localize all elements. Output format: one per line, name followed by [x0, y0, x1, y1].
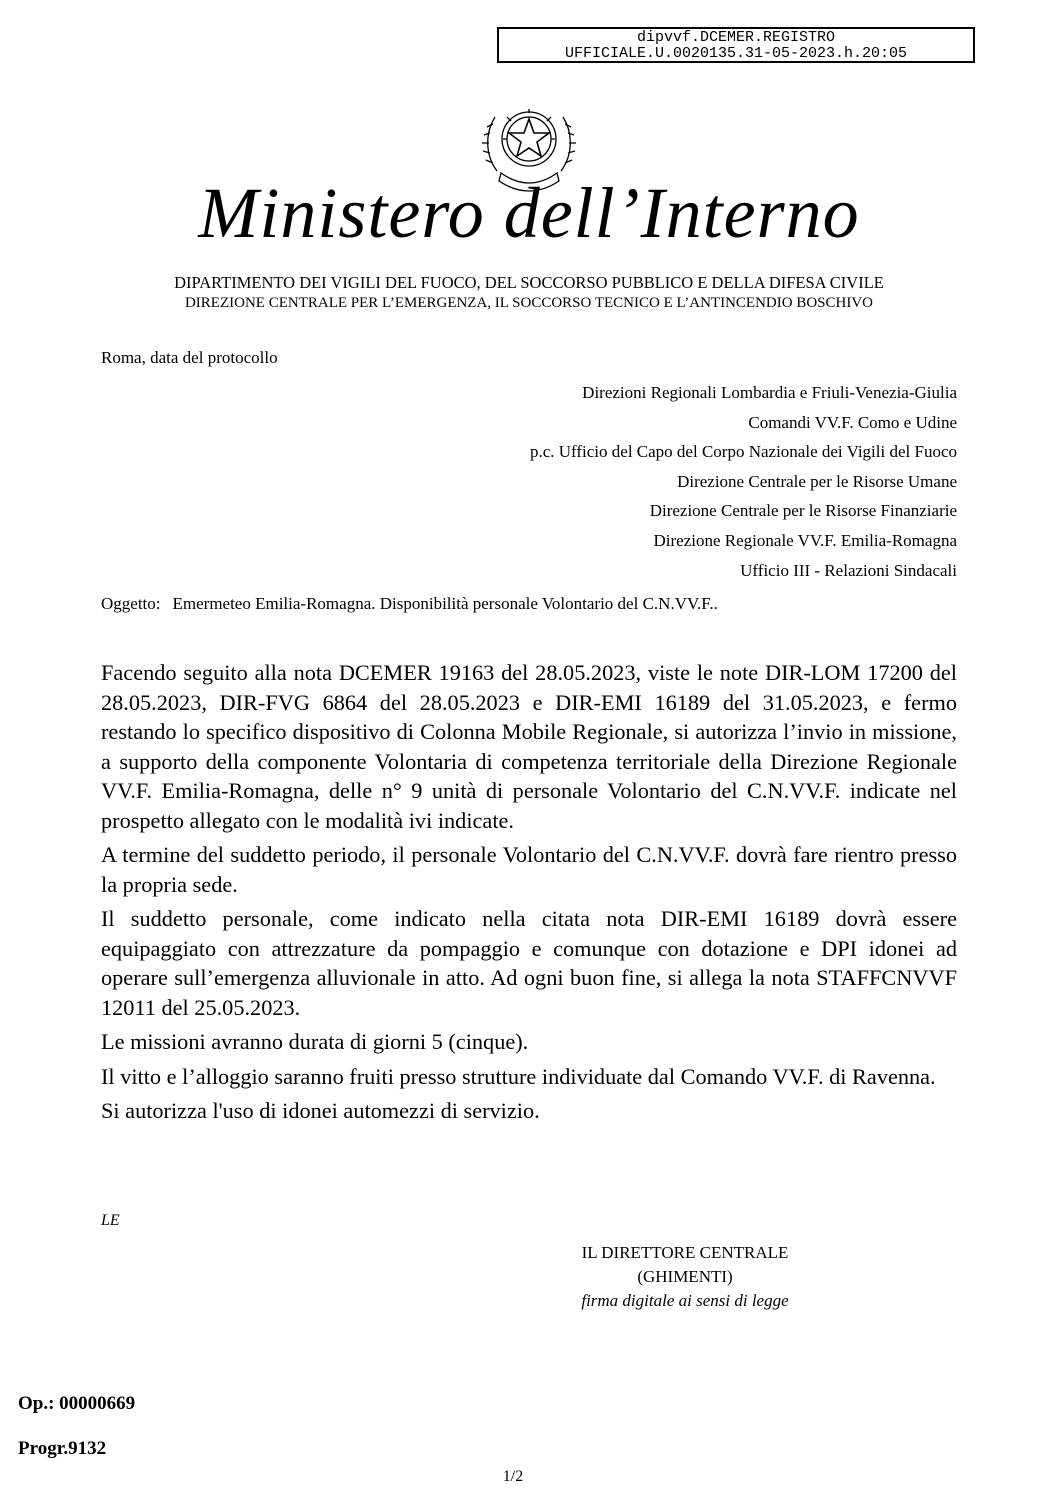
body-paragraph: A termine del suddetto periodo, il personale Volontario del C.N.VV.F. dovrà fare rientro presso la propria sede. [101, 842, 957, 897]
signature-note: firma digitale ai sensi di legge [581, 1291, 789, 1310]
protocol-stamp-line-1: dipvvf.DCEMER.REGISTRO [636, 29, 836, 46]
ministry-title: Ministero dell’Interno [198, 173, 860, 253]
letter-body [101, 658, 957, 1131]
protocol-stamp-line-2: UFFICIALE.U.0020135.31-05-2023.h.20:05 [564, 45, 908, 62]
subject-line [101, 594, 718, 614]
recipient-line: Direzioni Regionali Lombardia e Friuli-Venezia-Giulia [582, 383, 957, 402]
progressive-number: Progr.9132 [18, 1438, 107, 1459]
recipient-line: Direzione Regionale VV.F. Emilia-Romagna [653, 530, 957, 550]
signature-block [555, 1241, 815, 1313]
body-paragraph: Il vitto e l’alloggio saranno fruiti presso strutture individuate dal Comando VV.F. di Ravenna. [101, 1063, 936, 1089]
recipient-line: p.c. Ufficio del Capo del Corpo Nazionale dei Vigili del Fuoco [529, 442, 957, 462]
recipient-line: Ufficio III - Relazioni Sindacali [740, 560, 957, 580]
recipient-line: Direzione Centrale per le Risorse Finanziarie [649, 501, 957, 521]
recipients-list [530, 378, 957, 585]
place-date: Roma, data del protocollo [101, 348, 278, 367]
signer-name: (GHIMENTI) [637, 1267, 733, 1286]
body-paragraph: Le missioni avranno durata di giorni 5 (cinque). [101, 1029, 529, 1054]
author-initials: LE [101, 1212, 120, 1229]
subject-text: Emermeteo Emilia-Romagna. Disponibilità personale Volontario del C.N.VV.F.. [172, 594, 718, 613]
department-heading: DIPARTIMENTO DEI VIGILI DEL FUOCO, DEL SOCCORSO PUBBLICO E DELLA DIFESA CIVILE [174, 273, 884, 292]
directorate-heading: DIREZIONE CENTRALE PER L’EMERGENZA, IL SOCCORSO TECNICO E L’ANTINCENDIO BOSCHIVO [184, 295, 874, 311]
recipient-line: Comandi VV.F. Como e Udine [748, 412, 957, 432]
body-paragraph: Il suddetto personale, come indicato nella citata nota DIR-EMI 16189 dovrà essere equipaggiato con attrezzature da pompaggio e comunque con dotazione e DPI idonei ad operare sull’emergenza alluvionale in atto. Ad ogni buon fine, si allega la nota STAFFCNVVF 12011 del 25.05.2023. [101, 906, 957, 1020]
subject-label: Oggetto: [101, 594, 161, 613]
protocol-stamp [497, 27, 975, 63]
page-number: 1/2 [502, 1468, 524, 1485]
recipient-line: Direzione Centrale per le Risorse Umane [677, 471, 957, 491]
signer-title: IL DIRETTORE CENTRALE [581, 1243, 789, 1262]
body-paragraph: Facendo seguito alla nota DCEMER 19163 del 28.05.2023, viste le note DIR-LOM 17200 del 28.05.2023, DIR-FVG 6864 del 28.05.2023 e DIR-EMI 16189 del 31.05.2023, e fermo restando lo specifico dispositivo di Colonna Mobile Regionale, si autorizza l’invio in missione, a supporto della componente Volontaria di competenza territoriale della Direzione Regionale VV.F. Emilia-Romagna, delle n° 9 unità di personale Volontario del C.N.VV.F. indicate nel prospetto allegato con le modalità ivi indicate. [101, 660, 957, 833]
operator-number: Op.: 00000669 [18, 1393, 136, 1414]
body-paragraph: Si autorizza l'uso di idonei automezzi di servizio. [101, 1098, 540, 1123]
